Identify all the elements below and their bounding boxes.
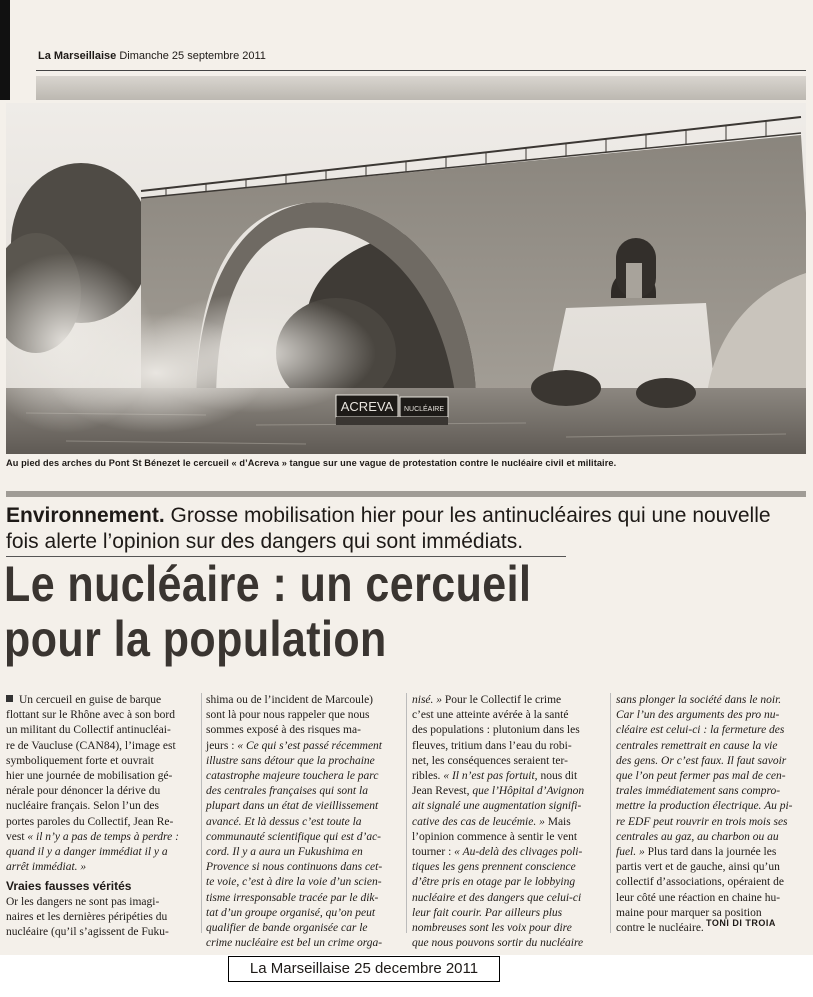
issue-date: Dimanche 25 septembre 2011 [119,50,266,62]
article-column-4: sans plonger la société dans le noir. Car l’un des arguments des pro nu- cléaire est celui-ci : la fermeture des centrales remettrait en cause la vie des gens. Or c’est faux. Il faut savoir que l’on peut fermer pas mal de cen- trales immédiatement sans compro- mettre la production électrique. Au pi- re EDF peut rouvrir en trois mois ses centrales au gaz, au charbon ou au fuel. » Plus tard dans la journée les partis vert et de gauche, ainsi qu’un collectif d’associations, opéraient de leur côté une réaction en chaine hu- maine pour marquer sa position contre le nucléaire. [616,694,793,935]
subheading: Vraies fausses vérités [6,879,132,894]
bridge-photo [6,103,806,454]
article-column-1: Un cercueil en guise de barque flottant sur le Rhône avec à son bord un militant du Collectif antinucléai- re de Vaucluse (CAN84), l’image est symboliquement forte et ouvrait hier une journée de mobilisation gé- nérale pour dénoncer la dérive du nucléaire français. Selon l’un des portes paroles du Collectif, Jean Re- vest « il n’y a pas de temps à perdre : quand il y a danger immédiat il y a arrêt immédiat. » Vraies fausses vérités Or les dangers ne sont pas imagi- naires et les dernières péripéties du nucléaire (qu’il s’agissent de Fuku- [6,693,196,940]
headline-line-1: Le nucléaire : un cercueil [4,556,532,612]
article-column-2: shima ou de l’incident de Marcoule) sont là pour nous rappeler que nous sommes exposé à des risques ma- jeurs : « Ce qui s’est passé récemment illustre sans détour que la prochaine catastrophe majeure touchera le parc des centrales françaises qui sont la plupart dans un état de vieillissement avancé. Et là dessus c’est toute la communauté scientifique qui est d’ac- cord. Il y a aura un Fukushima en Provence si nous continuons dans cet- te voie, c’est à dire la voie d’un scien- tisme irresponsable tracée par le dik- tat d’un groupe organisé, qu’on peut qualifier de bande organisée car le crime nucléaire est bel un crime orga- [206,694,383,950]
newspaper-name: La Marseillaise [38,50,117,62]
header-band [36,76,806,100]
section-separator [6,491,806,497]
article-headline [4,557,692,667]
kicker-text-2: fois alerte l’opinion sur des dangers qui sont immédiats. [6,530,524,553]
coffin-sign-left: ACREVA [340,399,394,414]
author-signature: TONI DI TROIA [706,918,776,928]
scan-edge [0,0,10,100]
header-rule [36,70,806,71]
column-divider [201,693,202,933]
coffin-sign-right: NUCLÉAIRE [403,406,445,413]
page-header [38,50,266,62]
kicker-lead: Environnement. [6,504,165,527]
source-label: La Marseillaise 25 decembre 2011 [228,956,500,982]
column-divider [610,693,611,933]
paragraph-bullet-icon [6,695,13,702]
headline-line-2: pour la population [4,611,387,667]
article-column-3: nisé. » Pour le Collectif le crime c’est une atteinte avérée à la santé des populations : plutonium dans les fleuves, tritium dans l’eau du robi- net, les conséquences seraient ter- ribles. « Il n’est pas fortuit, nous dit Jean Revest, que l’Hôpital d’Avignon ait signalé une augmentation signifi- cative des cas de leucémie. » Mais l’opinion commence à sentir le vent tourner : « Au-delà des clivages poli- tiques les gens prennent conscience d’être pris en otage par le lobbying nucléaire et des dangers que celui-ci leur fait courir. Par ailleurs plus nombreuses sont les voix pour dire que nous pouvons sortir du nucléaire [412,694,585,950]
photo-caption: Au pied des arches du Pont St Bénezet le cercueil « d’Acreva » tangue sur une vague de protestation contre le nucléaire civil et militaire. [6,458,617,468]
article-kicker [6,503,806,555]
kicker-text-1: Grosse mobilisation hier pour les antinucléaires qui une nouvelle [164,504,771,527]
column-divider [406,693,407,933]
